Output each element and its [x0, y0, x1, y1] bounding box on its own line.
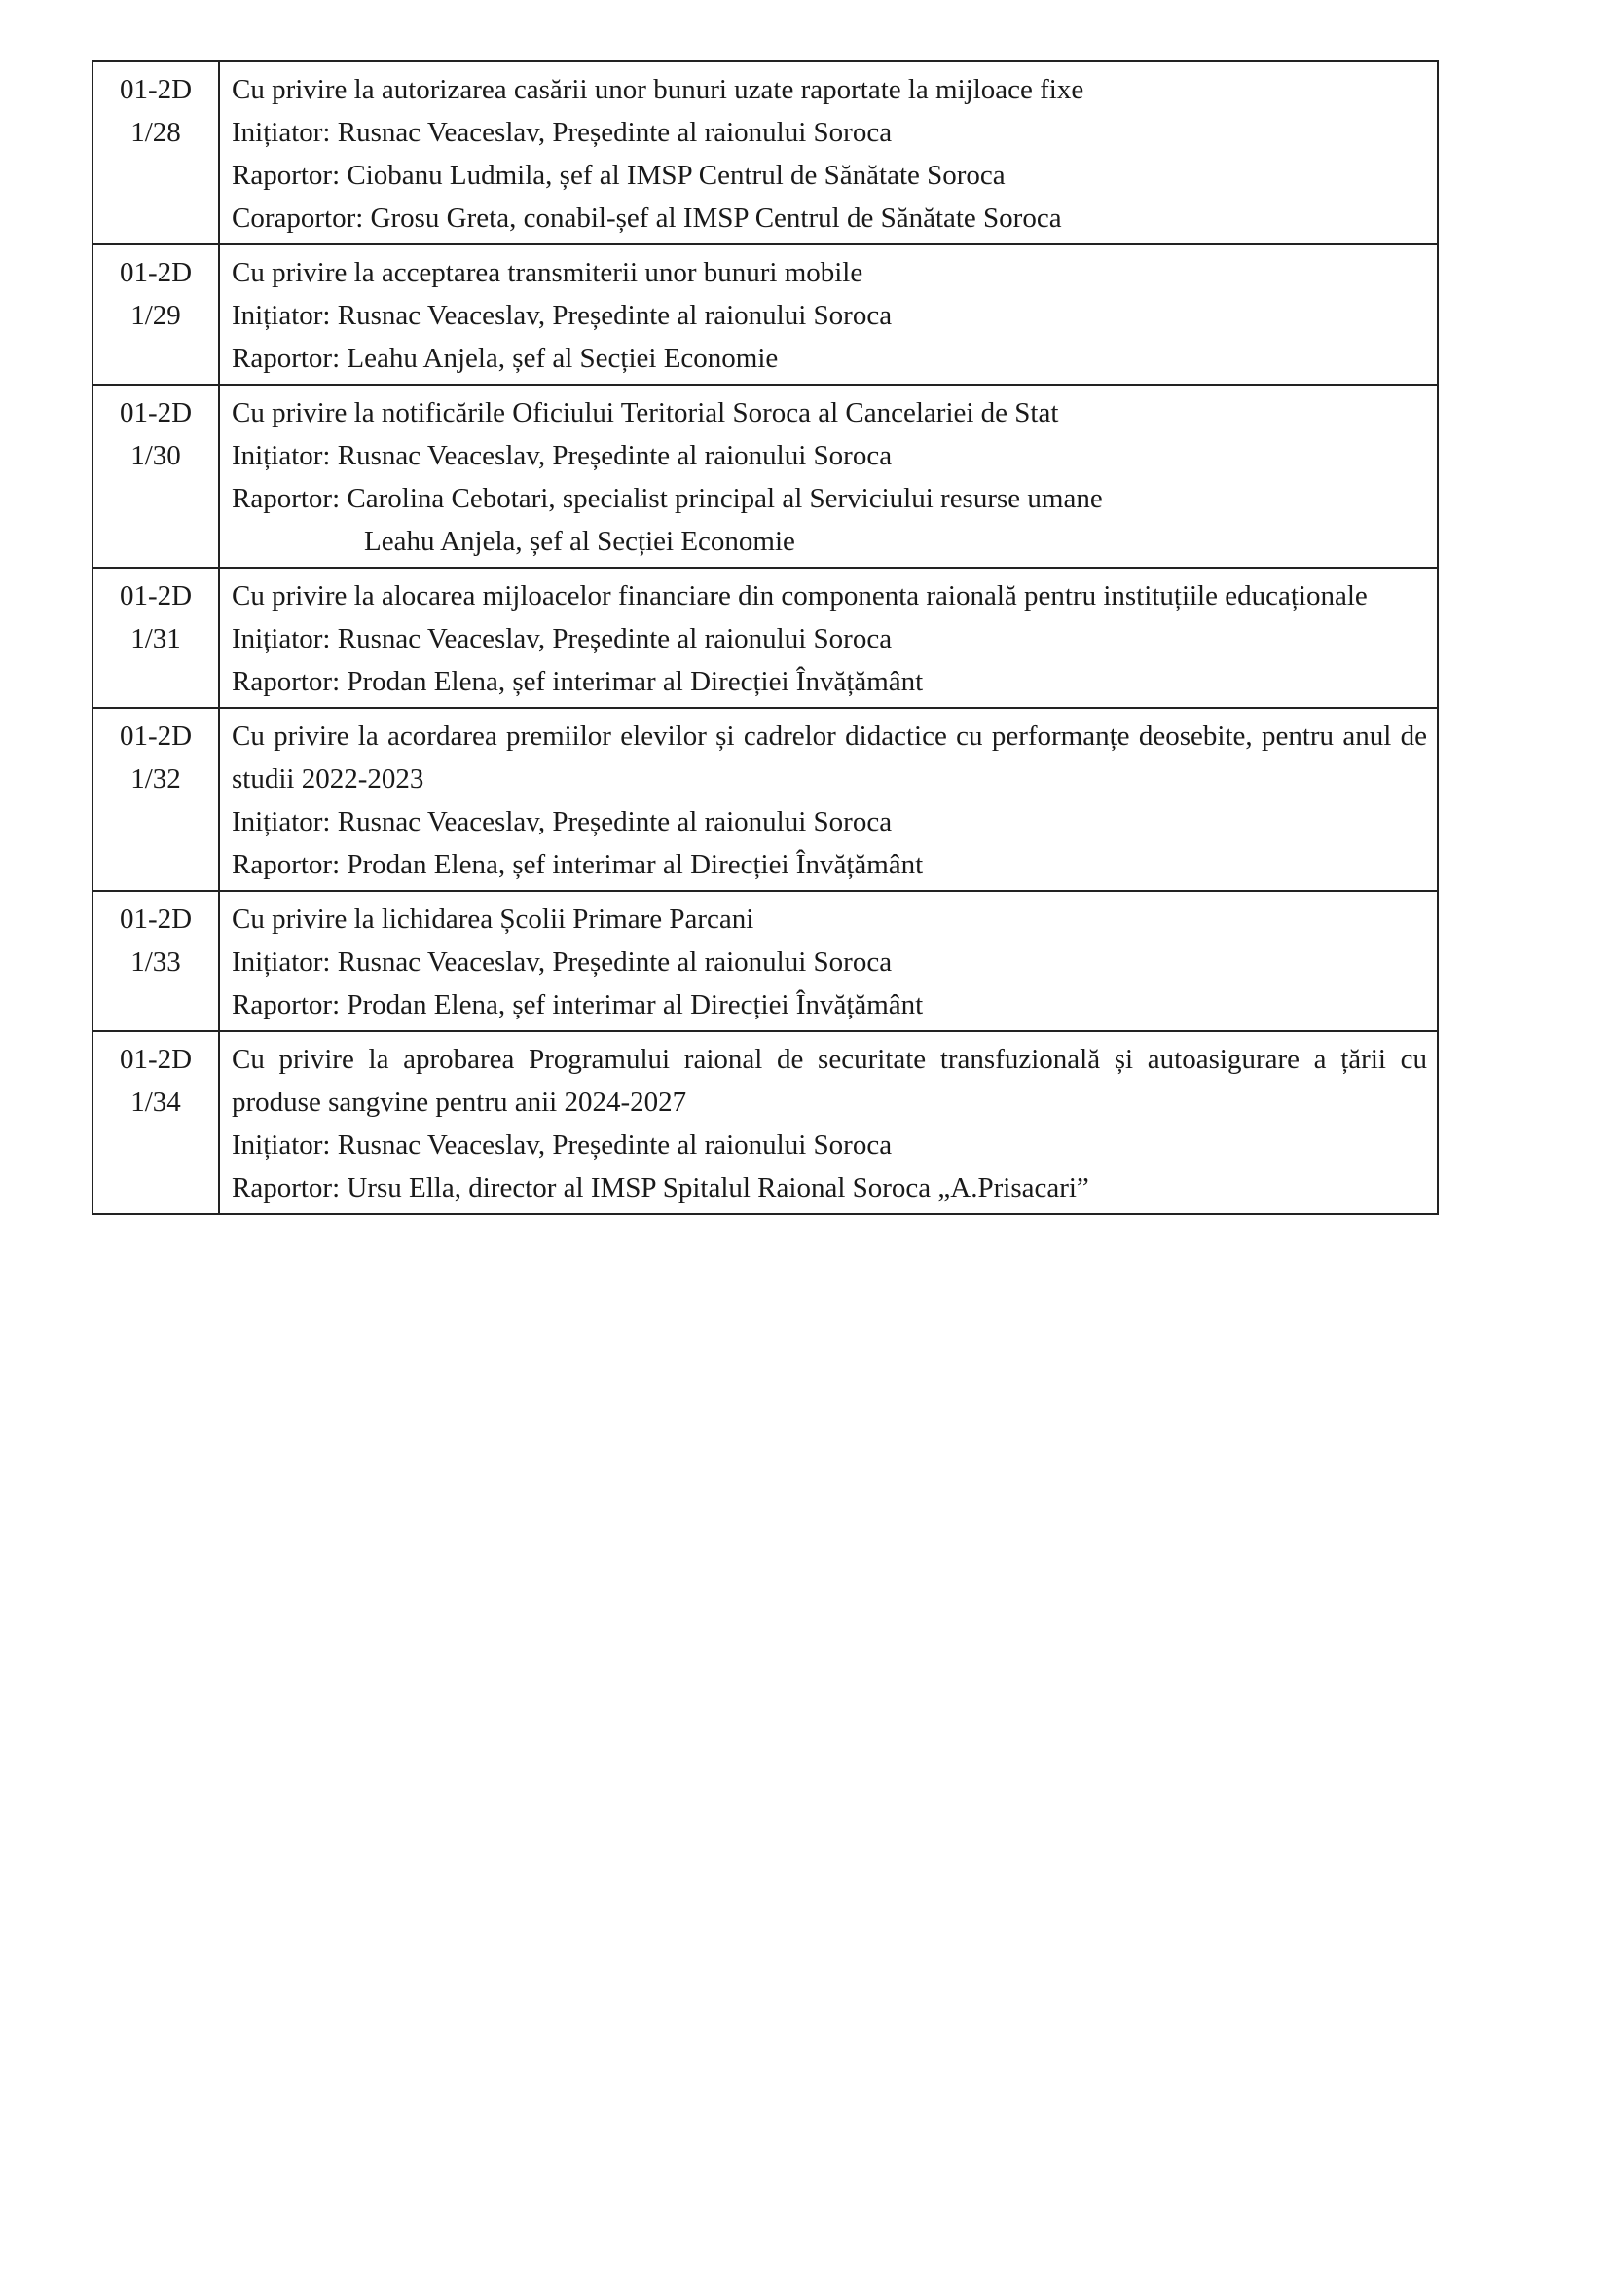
decision-text-cell	[219, 385, 1438, 568]
decision-raportor: Raportor: Prodan Elena, șef interimar al Direcției Învățământ	[232, 989, 924, 1020]
decision-number: 1/33	[130, 946, 181, 978]
decision-code: 01-2D	[119, 74, 193, 105]
decision-title: Cu privire la notificările Oficiului Teritorial Soroca al Cancelariei de Stat	[232, 397, 1059, 428]
decision-code: 01-2D	[119, 721, 193, 752]
decision-code: 01-2D	[119, 257, 193, 288]
agenda-row	[92, 61, 1438, 244]
decision-initiator: Inițiator: Rusnac Veaceslav, Președinte al raionului Soroca	[232, 117, 893, 148]
decision-initiator: Inițiator: Rusnac Veaceslav, Președinte al raionului Soroca	[232, 300, 893, 331]
decision-code-cell	[92, 1031, 219, 1214]
decision-raportor-secondary: Leahu Anjela, șef al Secției Economie	[364, 526, 795, 557]
decision-raportor: Raportor: Ursu Ella, director al IMSP Spitalul Raional Soroca „A.Prisacari”	[232, 1172, 1089, 1204]
decision-title: Cu privire la alocarea mijloacelor financiare din componenta raională pentru instituțiile educaționale	[232, 580, 1368, 611]
decision-text-cell	[219, 61, 1438, 244]
decision-initiator: Inițiator: Rusnac Veaceslav, Președinte al raionului Soroca	[232, 440, 893, 471]
decision-initiator: Inițiator: Rusnac Veaceslav, Președinte al raionului Soroca	[232, 1129, 893, 1161]
decision-code: 01-2D	[119, 397, 193, 428]
decision-number: 1/32	[130, 763, 181, 795]
agenda-row	[92, 568, 1438, 708]
agenda-table	[92, 60, 1439, 1215]
decision-number: 1/34	[130, 1087, 181, 1118]
decision-code: 01-2D	[119, 1044, 193, 1075]
decision-code-cell	[92, 61, 219, 244]
decision-code-cell	[92, 385, 219, 568]
decision-title: Cu privire la acordarea premiilor elevilor și cadrelor didactice cu performanțe deosebite, pentru anul de studii 2022-2023	[232, 721, 1427, 795]
decision-code: 01-2D	[119, 904, 193, 935]
decision-text-cell	[219, 891, 1438, 1031]
decision-initiator: Inițiator: Rusnac Veaceslav, Președinte al raionului Soroca	[232, 806, 893, 837]
decision-code-cell	[92, 891, 219, 1031]
agenda-row	[92, 385, 1438, 568]
decision-code: 01-2D	[119, 580, 193, 611]
decision-title: Cu privire la aprobarea Programului raional de securitate transfuzională și autoasigurare a țării cu produse sangvine pentru anii 2024-2027	[232, 1044, 1427, 1118]
agenda-row	[92, 244, 1438, 385]
decision-text-cell	[219, 1031, 1438, 1214]
decision-title: Cu privire la acceptarea transmiterii unor bunuri mobile	[232, 257, 863, 288]
decision-initiator: Inițiator: Rusnac Veaceslav, Președinte al raionului Soroca	[232, 623, 893, 654]
decision-text-cell	[219, 568, 1438, 708]
decision-coraportor: Coraportor: Grosu Greta, conabil-șef al IMSP Centrul de Sănătate Soroca	[232, 203, 1062, 234]
decision-number: 1/29	[130, 300, 181, 331]
decision-text-cell	[219, 244, 1438, 385]
decision-raportor: Raportor: Ciobanu Ludmila, șef al IMSP Centrul de Sănătate Soroca	[232, 160, 1006, 191]
decision-title: Cu privire la autorizarea casării unor bunuri uzate raportate la mijloace fixe	[232, 74, 1084, 105]
decision-raportor: Raportor: Carolina Cebotari, specialist principal al Serviciului resurse umane	[232, 483, 1103, 514]
decision-initiator: Inițiator: Rusnac Veaceslav, Președinte al raionului Soroca	[232, 946, 893, 978]
decision-code-cell	[92, 708, 219, 891]
decision-title: Cu privire la lichidarea Școlii Primare Parcani	[232, 904, 754, 935]
decision-number: 1/31	[130, 623, 181, 654]
agenda-row	[92, 891, 1438, 1031]
decision-number: 1/28	[130, 117, 181, 148]
decision-code-cell	[92, 244, 219, 385]
decision-text-cell	[219, 708, 1438, 891]
decision-raportor: Raportor: Prodan Elena, șef interimar al Direcției Învățământ	[232, 849, 924, 880]
decision-raportor: Raportor: Prodan Elena, șef interimar al Direcției Învățământ	[232, 666, 924, 697]
agenda-row	[92, 708, 1438, 891]
decision-code-cell	[92, 568, 219, 708]
decision-raportor: Raportor: Leahu Anjela, șef al Secției Economie	[232, 343, 779, 374]
agenda-row	[92, 1031, 1438, 1214]
decision-number: 1/30	[130, 440, 181, 471]
